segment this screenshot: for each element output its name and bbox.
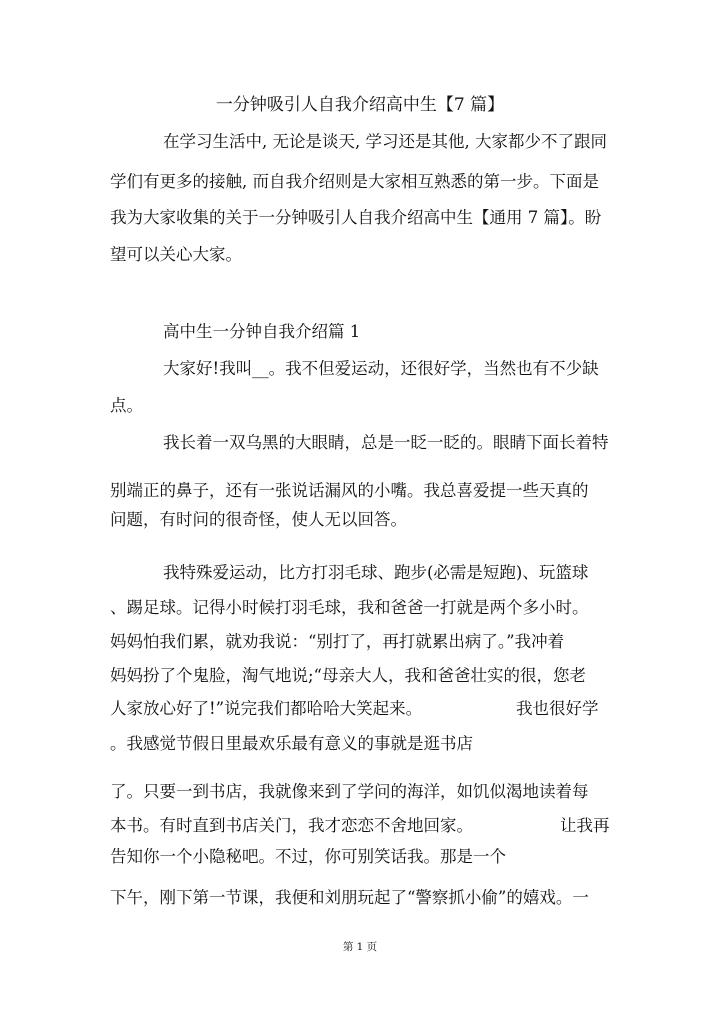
intro-line-4: 望可以关心大家。 xyxy=(110,245,242,264)
body-line-13-continuation: 让我再 xyxy=(560,816,610,835)
body-line-12: 了。只要一到书店，我就像来到了学问的海洋，如饥似渴地读着每 xyxy=(110,782,589,801)
document-title: 一分钟吸引人自我介绍高中生【7 篇】 xyxy=(215,95,505,115)
body-line-7: 、踢足球。记得小时候打羽毛球，我和爸爸一打就是两个多小时。 xyxy=(110,598,589,617)
body-line-5: 问题，有时问的很奇怪，使人无以回答。 xyxy=(110,510,407,529)
body-line-9: 妈妈扮了个鬼脸，淘气地说;“母亲大人，我和爸爸壮实的很，您老 xyxy=(110,666,586,685)
body-line-14: 告知你一个小隐秘吧。不过，你可别笑话我。那是一个 xyxy=(110,847,506,866)
section-heading: 高中生一分钟自我介绍篇 1 xyxy=(163,322,361,341)
body-line-11: 。我感觉节假日里最欢乐最有意义的事就是逛书店 xyxy=(110,734,473,753)
body-line-8: 妈妈怕我们累，就劝我说：“别打了，再打就累出病了。”我冲着 xyxy=(110,632,565,651)
intro-line-3: 我为大家收集的关于一分钟吸引人自我介绍高中生【通用 7 篇】。盼 xyxy=(110,208,602,227)
intro-line-2: 学们有更多的接触, 而自我介绍则是大家相互熟悉的第一步。下面是 xyxy=(110,172,599,191)
body-line-10-continuation: 我也很好学 xyxy=(516,699,599,718)
body-line-3: 我长着一双乌黑的大眼睛，总是一眨一眨的。眼睛下面长着特 xyxy=(163,433,609,452)
body-line-1: 大家好!我叫__。我不但爱运动，还很好学，当然也有不少缺 xyxy=(163,359,599,378)
body-line-13: 本书。有时直到书店关门，我才恋恋不舍地回家。 xyxy=(110,816,473,835)
body-line-10: 人家放心好了!”说完我们都哈哈大笑起来。 xyxy=(110,699,423,718)
body-line-4: 别端正的鼻子，还有一张说话漏风的小嘴。我总喜爱提一些天真的 xyxy=(110,481,589,500)
body-line-2: 点。 xyxy=(110,396,143,415)
intro-line-1: 在学习生活中, 无论是谈天, 学习还是其他, 大家都少不了跟同 xyxy=(163,132,607,151)
body-line-15: 下午，刚下第一节课，我便和刘朋玩起了“警察抓小偷”的嬉戏。一 xyxy=(110,888,589,907)
body-line-6: 我特殊爱运动，比方打羽毛球、跑步(必需是短跑)、玩篮球 xyxy=(163,563,589,582)
page-number-footer: 第 1 页 xyxy=(342,941,378,953)
